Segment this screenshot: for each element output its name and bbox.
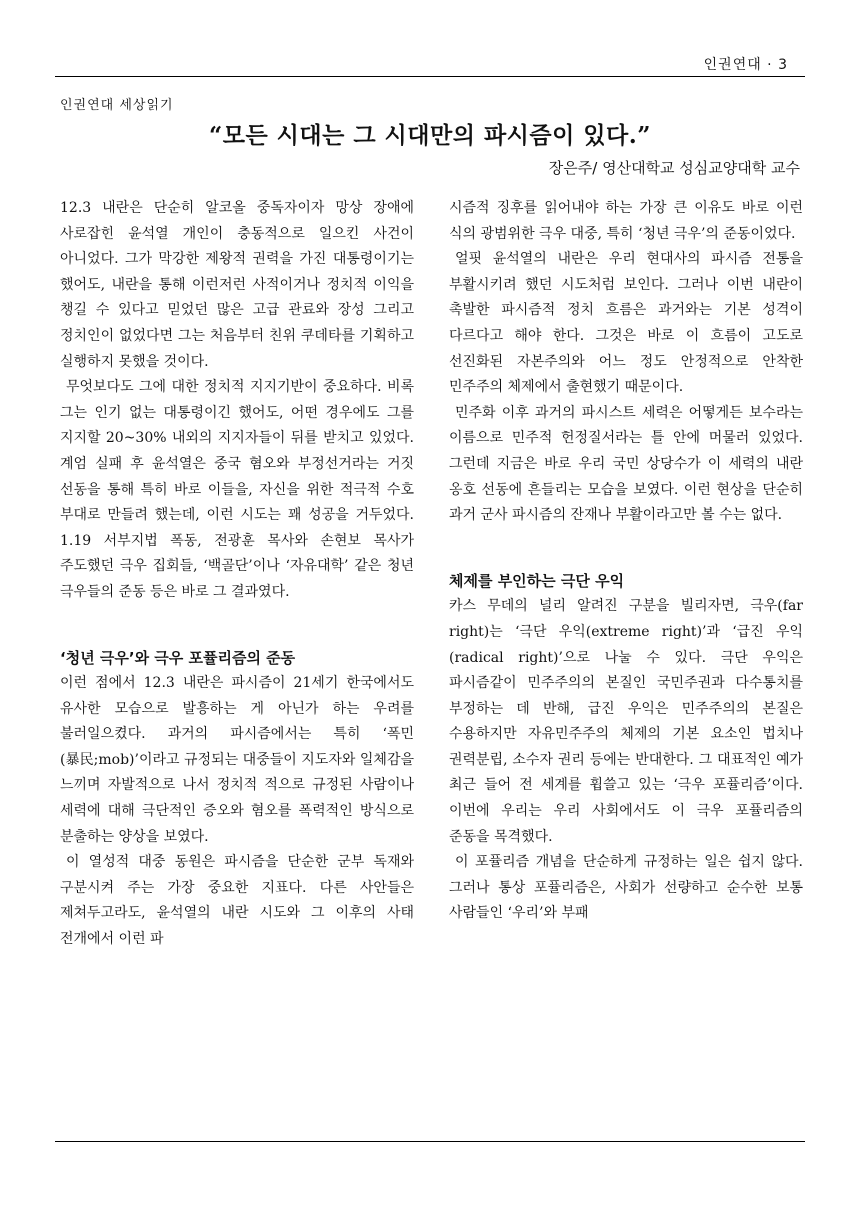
paragraph: 카스 무데의 널리 알려진 구분을 빌리자면, 극우(far right)는 ‘극단 우익(extreme right)’과 ‘급진 우익(radical right)’으로 나눌 수 있다. 극단 우익은 파시즘같이 민주주의의 본질인 국민주권과 다수통치를 부정하는 데 반해, 급진 우익은 민주주의의 본질은 수용하지만 자유민주주의 체제의 기본 요소인 법치나 권력분립, 소수자 권리 등에는 반대한다. 그 대표적인 예가 최근 들어 전 세계를 휩쓸고 있는 ‘극우 포퓰리즘’이다. 이번에 우리는 우리 사회에서도 이 극우 포퓰리즘의 준동을 목격했다. xyxy=(449,598,803,845)
section-heading: ‘청년 극우’와 극우 포퓰리즘의 준동 xyxy=(60,648,296,667)
footer-rule xyxy=(55,1141,805,1142)
paragraph: 시즘적 징후를 읽어내야 하는 가장 큰 이유도 바로 이런 식의 광범위한 극우 대중, 특히 ‘청년 극우’의 준동이었다. xyxy=(449,200,803,242)
paragraph: 이 열성적 대중 동원은 파시즘을 단순한 군부 독재와 구분시켜 주는 가장 중요한 지표다. 다른 사안들은 제쳐두고라도, 윤석열의 내란 시도와 그 이후의 사태 전개에서 이런 파 xyxy=(60,854,414,948)
paragraph: 무엇보다도 그에 대한 정치적 지지기반이 중요하다. 비록 그는 인기 없는 대통령이긴 했어도, 어떤 경우에도 그를 지지할 20~30% 내외의 지지자들이 뒤를 받치고 있었다. 계엄 실패 후 윤석열은 중국 혐오와 부정선거라는 거짓 선동을 통해 특히 바로 이들을, 자신을 위한 적극적 수호 부대로 만들려 했는데, 이런 시도는 꽤 성공을 거두었다. 1.19 서부지법 폭동, 전광훈 목사와 손현보 목사가 주도했던 극우 집회들, ‘백골단’이나 ‘자유대학’ 같은 청년 극우들의 준동 등은 바로 그 결과였다. xyxy=(60,379,414,600)
right-column xyxy=(449,196,803,927)
header-rule xyxy=(55,76,805,77)
article-title: “모든 시대는 그 시대만의 파시즘이 있다.” xyxy=(209,122,651,149)
paragraph: 이런 점에서 12.3 내란은 파시즘이 21세기 한국에서도 유사한 모습으로 발흥하는 게 아닌가 하는 우려를 불러일으켰다. 과거의 파시즘에서는 특히 ‘폭민(暴民;mob)’이라고 규정되는 대중들이 지도자와 일체감을 느끼며 자발적으로 나서 정치적 적으로 규정된 사람이나 세력에 대해 극단적인 증오와 혐오를 폭력적인 방식으로 분출하는 양상을 보였다. xyxy=(60,675,414,845)
page-header xyxy=(0,0,860,80)
section-heading: 체제를 부인하는 극단 우익 xyxy=(449,571,625,590)
page-number: 인권연대 · 3 xyxy=(703,57,788,73)
paragraph: 민주화 이후 과거의 파시스트 세력은 어떻게든 보수라는 이름으로 민주적 헌정질서라는 틀 안에 머물러 있었다. 그런데 지금은 바로 우리 국민 상당수가 이 세력의 내란 옹호 선동에 흔들리는 모습을 보였다. 이런 현상을 단순히 과거 군사 파시즘의 잔재나 부활이라고만 볼 수는 없다. xyxy=(449,404,803,524)
paragraph: 얼핏 윤석열의 내란은 우리 현대사의 파시즘 전통을 부활시키려 했던 시도처럼 보인다. 그러나 이번 내란이 촉발한 파시즘적 정치 흐름은 과거와는 기본 성격이 다르다고 해야 한다. 그것은 바로 이 흐름이 고도로 선진화된 자본주의와 어느 정도 안정적으로 안착한 민주주의 체제에서 출현했기 때문이다. xyxy=(449,251,803,396)
paragraph: 12.3 내란은 단순히 알코올 중독자이자 망상 장애에 사로잡힌 윤석열 개인이 충동적으로 일으킨 사건이 아니었다. 그가 막강한 제왕적 권력을 가진 대통령이기는 했어도, 내란을 통해 이런저런 사적이거나 정치적 이익을 챙길 수 있다고 믿었던 많은 고급 관료와 장성 그리고 정치인이 없었다면 그는 처음부터 친위 쿠데타를 기획하고 실행하지 못했을 것이다. xyxy=(60,200,414,370)
left-column xyxy=(60,196,414,953)
section-label: 인권연대 세상읽기 xyxy=(60,98,174,113)
article-byline: 장은주/ 영산대학교 성심교양대학 교수 xyxy=(548,159,800,177)
paragraph: 이 포퓰리즘 개념을 단순하게 규정하는 일은 쉽지 않다. 그러나 통상 포퓰리즘은, 사회가 선량하고 순수한 보통 사람들인 ‘우리’와 부패 xyxy=(449,854,803,922)
